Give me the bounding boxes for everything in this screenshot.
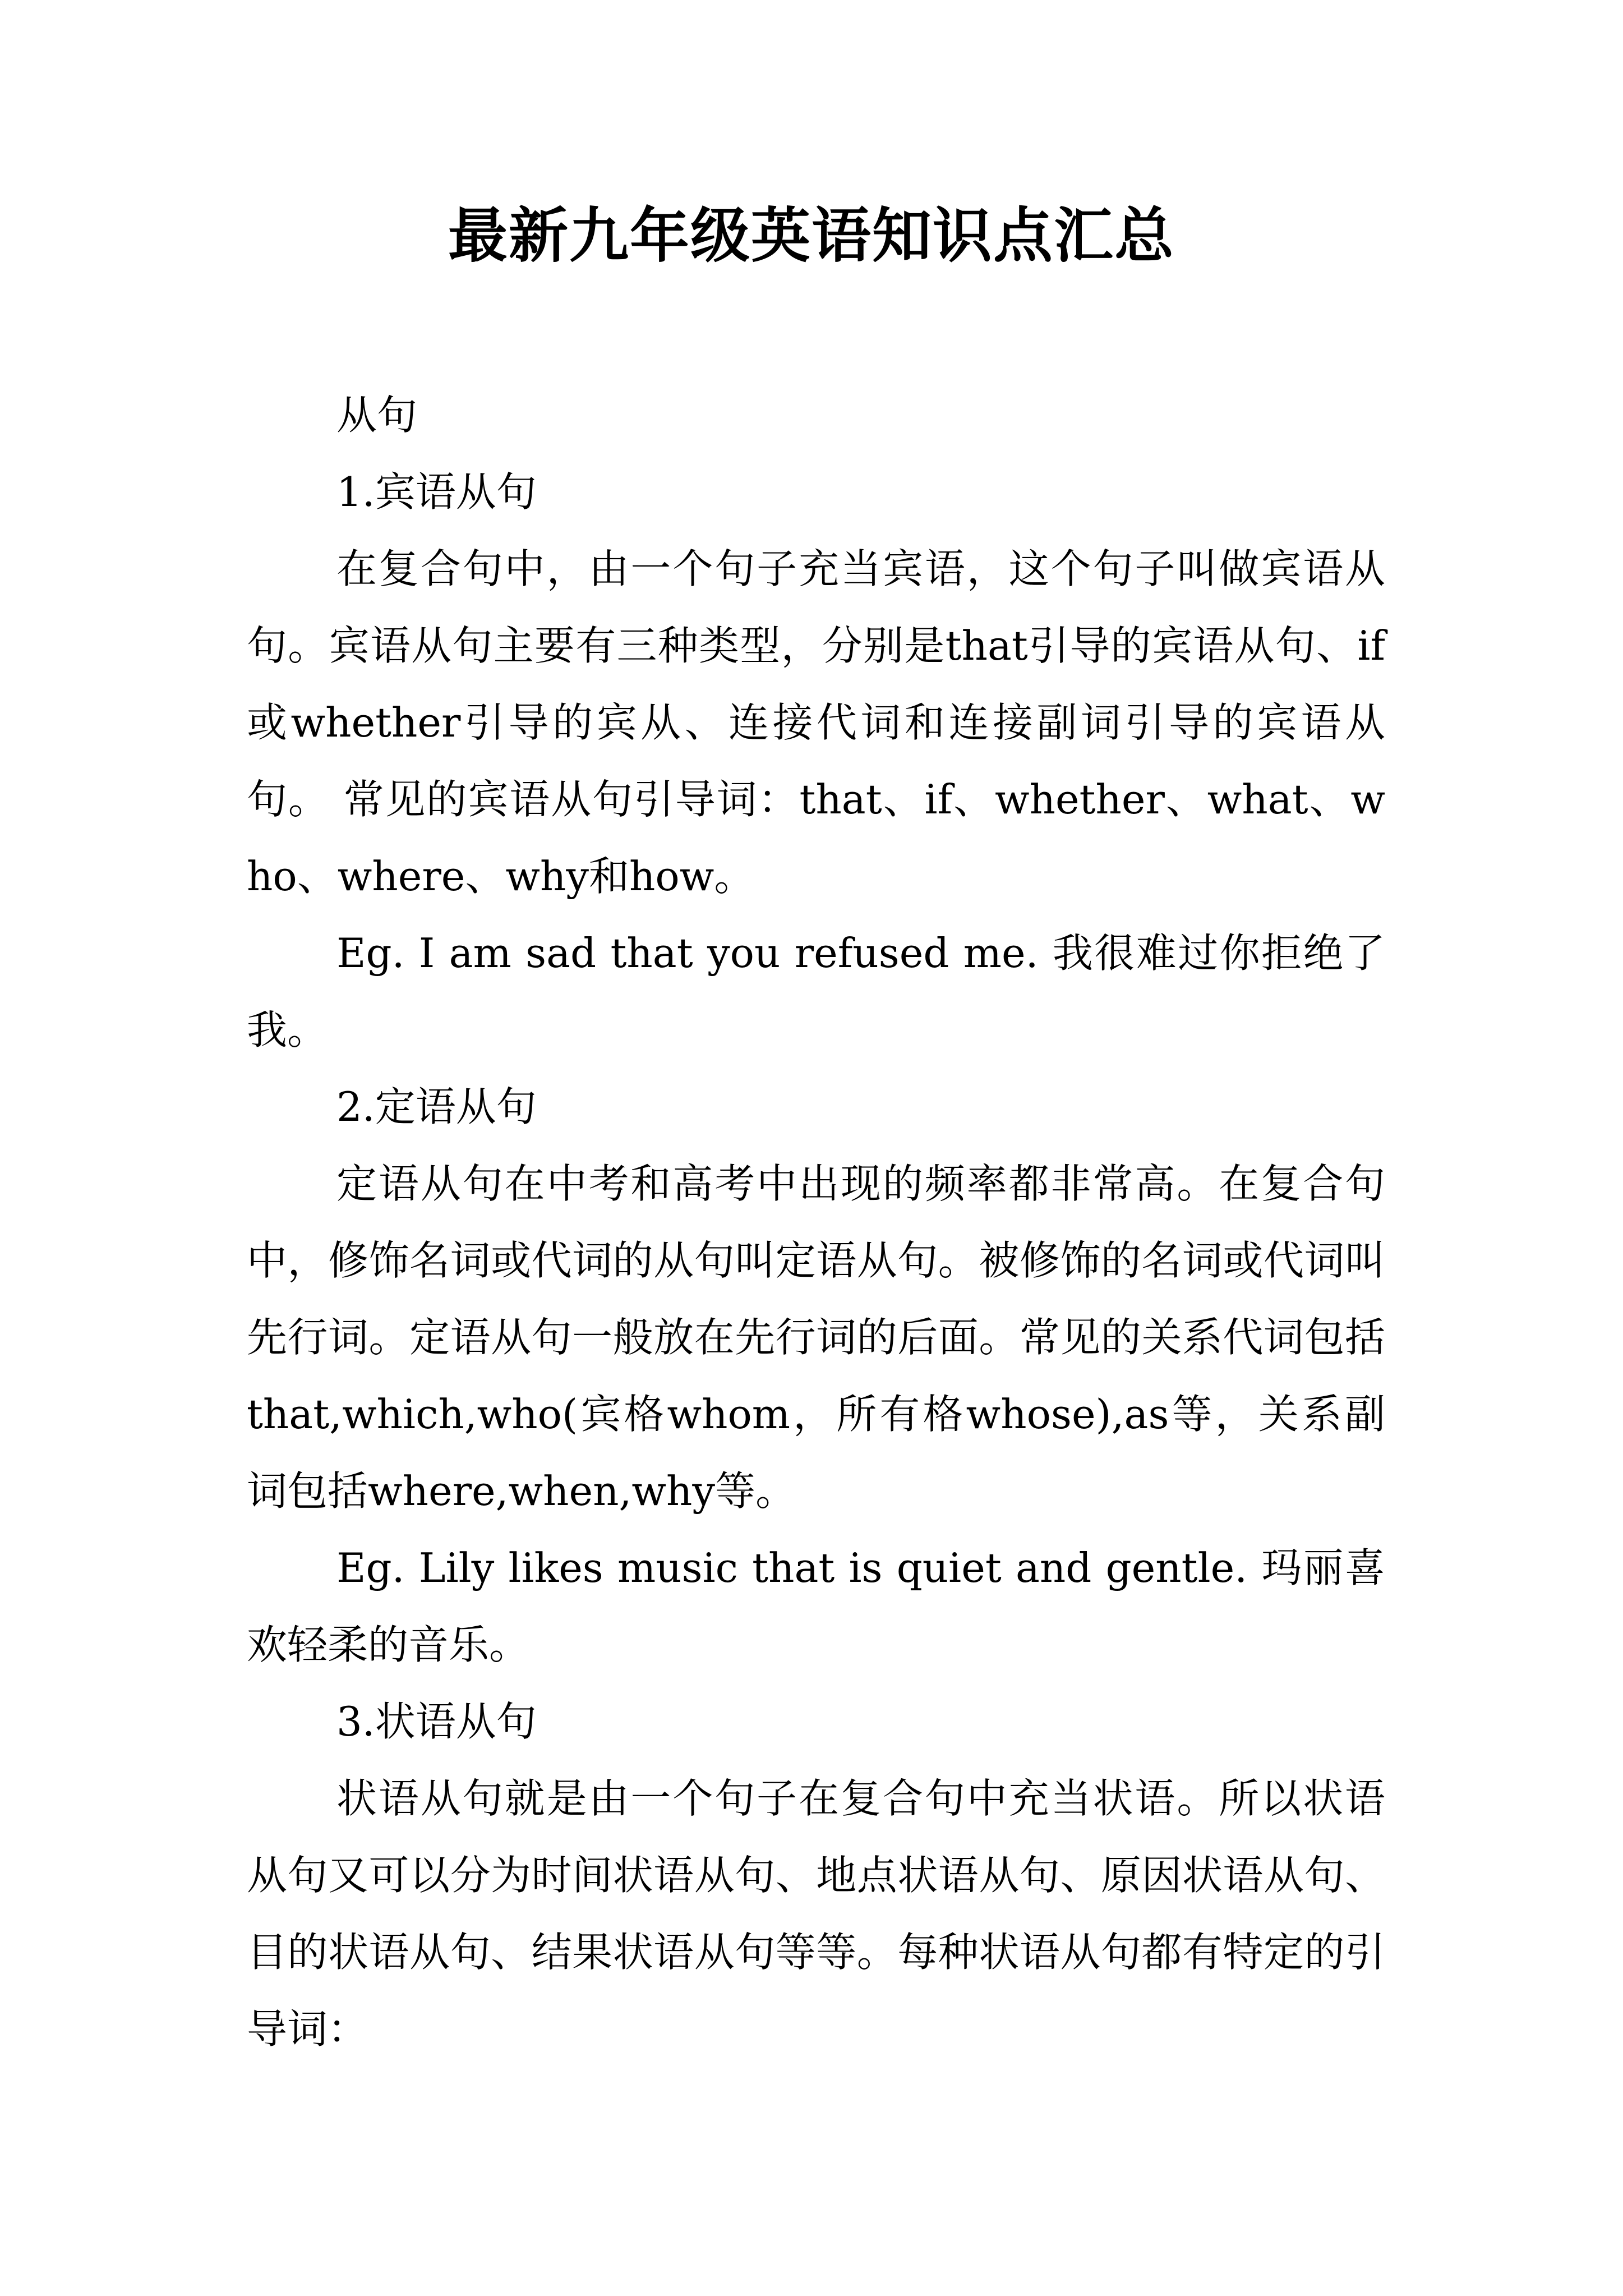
document-title: 最新九年级英语知识点汇总: [448, 200, 1175, 270]
subheading-object-clause: 1.宾语从句: [336, 468, 537, 516]
subheading-attributive-clause: 2.定语从句: [336, 1083, 537, 1130]
paragraph-attributive-clause: 定语从句在中考和高考中出现的频率都非常高。在复合句中，修饰名词或代词的从句叫定语从句。被修饰的名词或代词叫先行词。定语从句一般放在先行词的后面。常见的关系代词包括that,which,who(宾格whom，所有格whose),as等，关系副词包括where,when,why等。: [247, 1160, 1385, 1515]
example-attributive-clause: Eg. Lily likes music that is quiet and gentle. 玛丽喜欢轻柔的音乐。: [247, 1544, 1385, 1668]
section-heading-clauses: 从句: [336, 392, 418, 439]
document-body: [247, 377, 1385, 2068]
paragraph-adverbial-clause: 状语从句就是由一个句子在复合句中充当状语。所以状语从句又可以分为时间状语从句、地点状语从句、原因状语从句、目的状语从句、结果状语从句等等。每种状语从句都有特定的引导词：: [247, 1775, 1385, 2053]
subheading-adverbial-clause: 3.状语从句: [336, 1698, 537, 1745]
example-object-clause: Eg. I am sad that you refused me. 我很难过你拒绝了我。: [247, 930, 1385, 1053]
paragraph-object-clause: 在复合句中，由一个句子充当宾语，这个句子叫做宾语从句。宾语从句主要有三种类型，分别是that引导的宾语从句、if或whether引导的宾从、连接代词和连接副词引导的宾语从句。 常见的宾语从句引导词：that、if、whether、what、who、where、why和how。: [247, 545, 1385, 900]
